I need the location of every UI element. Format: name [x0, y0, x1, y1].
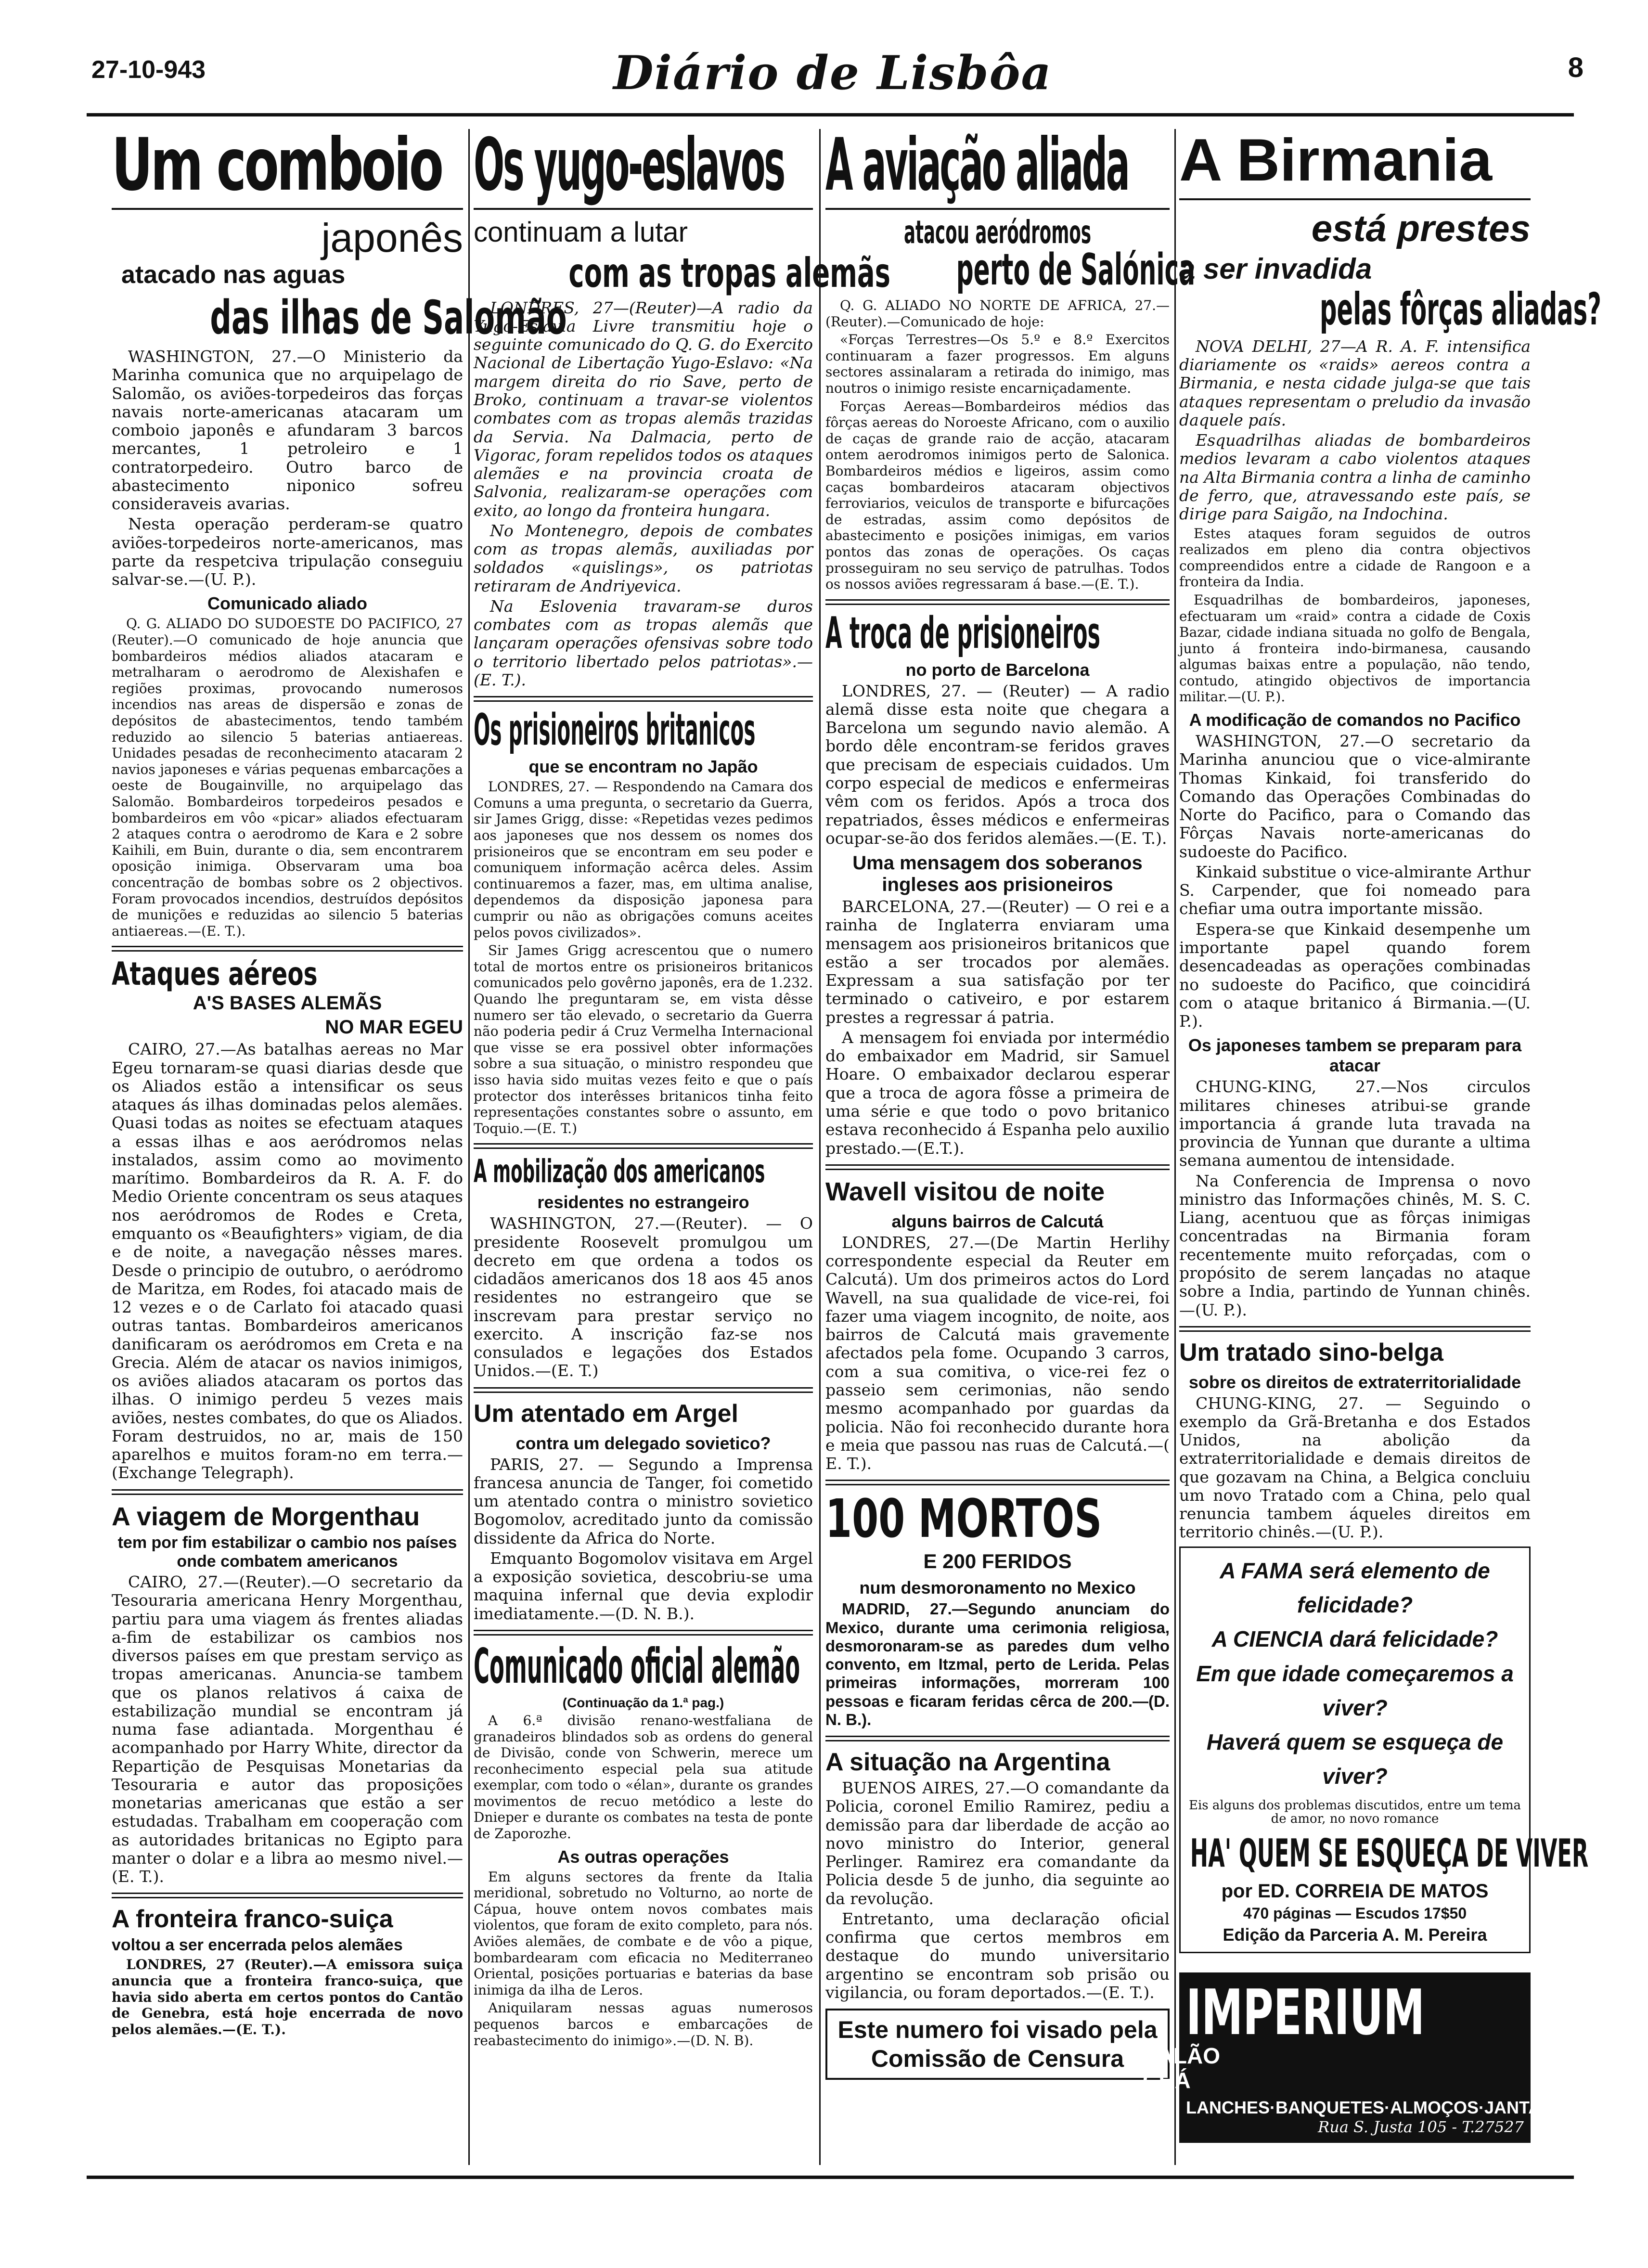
page-number: 8: [1568, 52, 1584, 83]
imperium-services: LANCHES·BANQUETES·ALMOÇOS·JANTARES: [1186, 2097, 1577, 2117]
imperium-address: Rua S. Justa 105 - T.27527: [1318, 2117, 1524, 2136]
article-text: Esquadrilhas de bombardeiros, japoneses, efectuaram um «raid» contra a cidade de Coxis Bazar, cidade indiana situada no golfo de Bengala, junto á fronteira indo-birmanesa, causando algumas baixas entre a população, não tendo, contudo, atingido objectivos de importancia militar.—(U. P.).: [1179, 592, 1531, 705]
headline: Um tratado sino-belga: [1179, 1338, 1443, 1366]
article-text: LONDRES, 27 (Reuter).—A emissora suiça anuncia que a fronteira franco-suiça, que havia sido aberta em certos pontos do Cantão de Genebra, está hoje encerrada de novo pelos alemães.—(E. T.).: [112, 1957, 463, 2037]
column-rule: [819, 129, 821, 2165]
headline: A modificação de comandos no Pacifico: [1189, 710, 1521, 730]
masthead: [72, 46, 1593, 99]
ad-question: Haverá quem se esqueça de viver?: [1206, 1729, 1504, 1789]
headline-line: num desmoronamento no Mexico: [859, 1578, 1136, 1598]
headline: A aviação aliada: [825, 123, 1129, 207]
article-text: Emquanto Bogomolov visitava em Argel a exposição sovietica, descobriu-se uma maquina infernal que devia explodir imediatamente.—(D. N. B.).: [474, 1548, 813, 1623]
headline-line: que se encontram no Japão: [528, 757, 758, 777]
headline-line: contra um delegado sovietico?: [515, 1433, 771, 1453]
headline-line: A'S BASES ALEMÃS: [193, 992, 382, 1014]
ad-question: Em que idade começaremos a viver?: [1196, 1661, 1514, 1720]
ad-blurb: Eis alguns dos problemas discutidos, entre um tema de amor, no novo romance: [1188, 1798, 1521, 1827]
article-text: Forças Aereas—Bombardeiros médios das fôrças aereas do Noroeste Africano, com o auxilio de caças de grande raio de acção, atacaram ontem aerodromos inimigos perto de Salonica. Bombardeiros médios e ligeiros, assim como caças bombardeiros atacaram objectivos ferroviarios, veiculos de transporte e bifurcações de estradas, assim como depósitos de abastecimento e posições inimigas, em varios pontos das zonas de operações. Os caças prosseguiram no seu serviço de patrulhas. Todos os nossos aviões regressaram á base.—(E. T.).: [825, 398, 1170, 593]
headline: 100 MORTOS: [825, 1488, 1102, 1550]
article-text: PARIS, 27. — Segundo a Imprensa francesa anuncia de Tanger, foi cometido um atentado contra o ministro sovietico Bogomolov, acreditado junto da comissão dissidente da Africa do Norte.: [474, 1455, 813, 1547]
imperium-logo: IMPERIUM: [1186, 1976, 1425, 2049]
article-text: Na Conferencia de Imprensa o novo ministro das Informações chinês, M. S. C. Liang, acentuou que as fôrças inimigas concentradas na Birmania foram recentemente muito reforçadas, com o propósito de serem lançadas no ataque sobre a India, partindo de Yunnan chinês.—(U. P.).: [1179, 1171, 1531, 1319]
article-text: LONDRES, 27. — Respondendo na Camara dos Comuns a uma pregunta, o secretario da Guerra, sir James Grigg, disse: «Repetidas vezes pedimos aos japoneses que nos dessem os nomes dos prisioneiros que se encontram em seu poder e comuniquem informação acêrca deles. Assim continuaremos a fazer, mas, em ultima analise, dependemos da disposição japonesa para cumprir ou não as obrigações comuns aceites pelos povos civilizados».: [474, 779, 813, 941]
imperium-salao: SALÃO: [1143, 2043, 1220, 2069]
headline: Ataques aéreos: [112, 955, 318, 993]
headline-line: perto de Salónica: [956, 245, 1196, 295]
article-text: CHUNG-KING, 27. — Seguindo o exemplo da Grã-Bretanha e dos Estados Unidos, na abolição da extraterritorialidade e demais direitos de que gozavam na China, a Belgica concluiu um novo Tratado com a China, pelo qual renuncia tambem áqueles direitos em territorio chinês.—(U. P.).: [1179, 1393, 1531, 1542]
article-text: BUENOS AIRES, 27.—O comandante da Policia, coronel Emilio Ramirez, pediu a demissão para dar liberdade de acção ao novo ministro do Interior, general Perlinger. Ramirez era comandante da Policia desde 5 de junho, dia seguinte ao da revolução.: [825, 1778, 1170, 1908]
article-text: Kinkaid substitue o vice-almirante Arthur S. Carpender, que foi nomeado para chefiar uma outra importante missão.: [1179, 862, 1531, 918]
article-text: Entretanto, uma declaração oficial confirma que certos membros em destaque do mundo universitario argentino se encontram sob prisão ou vigilancia, ou foram deportados.—(E. T.).: [825, 1909, 1170, 2002]
article-text: WASHINGTON, 27.—(Reuter). — O presidente Roosevelt promulgou um decreto em que ordena a todos os cidadãos americanos dos 18 aos 45 anos residentes no estrangeiro que se inscrevam para prestar serviço no exercito. A inscrição faz-se nos consulados e legações dos Estados Unidos.—(E. T.): [474, 1214, 813, 1380]
headline: A troca de prisioneiros: [825, 607, 1101, 658]
headline: Um comboio: [112, 123, 442, 207]
article-text: CAIRO, 27.—As batalhas aereas no Mar Egeu tornaram-se quasi diarias desde que os Aliados estão a intensificar os seus ataques ás ilhas dominadas pelos alemães. Quasi todas as noites se efectuam ataques a essas ilhas e aos aeródromos nelas instalados, assim como ao movimento marítimo. Bombardeiros da R. A. F. do Medio Oriente concentram os seus ataques nos aeródromos de Rodes e Creta, emquanto os «Beaufighters» vigiam, de dia e de noite, a navegação nêsses mares. Desde o principio de outubro, o aeródromo de Maritza, em Rodes, foi atacado mais de 12 vezes e o de Carlato foi atacado quasi outras tantas. Bombardeiros americanos danificaram os aeródromos em Creta e na Grecia. Além de atacar os navios inimigos, os aviões aliados atacaram os portos das ilhas. O inimigo perdeu 5 vezes mais aviões, nestes combates, do que os Aliados. Foram destruidos, no ar, mais de 150 aparelhos e muitos foram-no em terra.—(Exchange Telegraph).: [112, 1040, 463, 1482]
article-text: Esquadrilhas aliadas de bombardeiros medios levaram a cabo violentos ataques na Alta Birmania contra a linha de caminho de ferro, que, atravessando este país, se dirige para Saigão, na Indochina.: [1179, 431, 1531, 524]
headline-line: está prestes: [1311, 207, 1531, 250]
imperium-advertisement: [1143, 1972, 1577, 2142]
article-text: Na Eslovenia travaram-se duros combates com as tropas alemãs que lançaram operações ofensivas sobre todo o territorio libertado pelos patriotas».—(E. T.).: [474, 596, 813, 689]
ad-book-title: HA' QUEM SE ESQUEÇA DE VIVER: [1190, 1830, 1589, 1876]
headline: A mobilização dos americanos: [474, 1153, 765, 1190]
headline-line: (Continuação da 1.ª pag.): [562, 1695, 724, 1710]
article-text: WASHINGTON, 27.—O Ministerio da Marinha comunica que no arquipelago de Salomão, os aviões-torpedeiros das forças navais norte-americanas atacaram um comboio japonês e afundaram 3 barcos mercantes, 1 petroleiro e 1 contratorpedeiro. Outro barco de abastecimento niponico sofreu consideraveis avarias.: [112, 347, 463, 514]
headline-line: E 200 FERIDOS: [923, 1550, 1072, 1573]
ad-question: A CIENCIA dará felicidade?: [1211, 1626, 1498, 1652]
headline: A situação na Argentina: [825, 1748, 1110, 1777]
headline-line: a ser invadida: [1179, 252, 1372, 285]
headline-line: residentes no estrangeiro: [537, 1192, 749, 1212]
bottom-rule: [87, 2176, 1574, 2179]
imperium-cha: CHÁ: [1143, 2067, 1191, 2093]
article-text: Estes ataques foram seguidos de outros realizados em pleno dia contra objectivos compreendidos entre a cidade de Rangoon e a fronteira da India.: [1179, 525, 1531, 590]
headline: Os prisioneiros britanicos: [474, 705, 756, 756]
article-text: WASHINGTON, 27.—O secretario da Marinha anunciou que o vice-almirante Thomas Kinkaid, foi transferido do Comando das Operações Combinadas do Norte do Pacifico, para o Comando das Fôrças Navais norte-americanas do sudoeste do Pacifico.: [1179, 732, 1531, 861]
headline: Wavell visitou de noite: [825, 1177, 1105, 1206]
headline-line: NO MAR EGEU: [325, 1017, 463, 1038]
book-advertisement: [1179, 1546, 1589, 1954]
article-text: MADRID, 27.—Segundo anunciam do Mexico, durante uma cerimonia religiosa, desmoronaram-se as paredes dum velho convento, em Itzmal, perto de Lerida. Pelas primeiras informações, morreram 100 pessoas e ficaram feridas cêrca de 200.—(D. N. B.).: [825, 1600, 1170, 1728]
headline: Um atentado em Argel: [474, 1399, 738, 1428]
article-text: Q. G. ALIADO NO NORTE DE AFRICA, 27.—(Reuter).—Comunicado de hoje:: [825, 297, 1170, 330]
ad-price: 470 páginas — Escudos 17$50: [1243, 1904, 1467, 1922]
article-text: BARCELONA, 27.—(Reuter) — O rei e a rainha de Inglaterra enviaram uma mensagem aos prisioneiros britanicos que estão a ser trocados por alemães. Expressam a sua satisfação por ter terminado o cativeiro, e por estarem prestes a regressar á patria.: [825, 897, 1170, 1027]
ad-author: por ED. CORREIA DE MATOS: [1221, 1880, 1489, 1902]
column-1: [112, 123, 567, 2165]
article-text: LONDRES, 27. — (Reuter) — A radio alemã disse esta noite que chegara a Barcelona um segundo navio alemão. A bordo dêle encontram-se feridos graves que precisam de especiais cuidados. Um corpo especial de medicos e enfermeiras vêm com os feridos. Após a troca dos repatriados, êsses médicos e enfermeiras ocupar-se-ão dos feridos alemães.—(E. T.).: [825, 681, 1170, 848]
article-text: LONDRES, 27—(Reuter)—A radio da Yugo-Eslavia Livre transmitiu hoje o seguinte comunicado do Q. G. do Exercito Nacional de Libertação Yugo-Eslavo: «Na margem direita do rio Save, perto de Broko, continuam a travar-se violentos combates com as tropas alemãs trazidas da Servia. Na Dalmacia, perto de Vigorac, foram repelidos todos os ataques alemães e na provincia croata de Salvonia, realizaram-se operações com exito, ao longo da fronteira hungara.: [474, 298, 813, 520]
article-text: A mensagem foi enviada por intermédio do embaixador em Madrid, sir Samuel Hoare. O embaixador declarou esperar que a troca de agora fôsse a primeira de uma série e que todo o povo britanico estava reconhecido á Espanha pelo auxilio prestado.—(E.T.).: [825, 1028, 1170, 1158]
newspaper-title: Diário de Lisbôa: [613, 46, 1052, 100]
headline-line: atacado nas aguas: [121, 261, 346, 289]
article-text: Espera-se que Kinkaid desempenhe um importante papel quando forem desencadeadas as operações combinadas no sudoeste do Pacifico, que coincidirá com o ataque britanico á Birmania.—(U. P.).: [1179, 919, 1531, 1031]
headline: Uma mensagem dos soberanos ingleses aos prisioneiros: [852, 852, 1143, 896]
headline-line: alguns bairros de Calcutá: [891, 1211, 1104, 1231]
imperium-type: [1143, 2044, 1220, 2092]
headline-line: pelas fôrças aliadas?: [1320, 283, 1602, 335]
article-text: «Forças Terrestres—Os 5.º e 8.º Exercitos continuaram a fazer progressos. Em alguns sectores assinalaram a retirada do inimigo, mas noutros o inimigo resiste encarniçadamente.: [825, 332, 1170, 396]
top-rule: [87, 113, 1574, 116]
subheading: Comunicado aliado: [207, 593, 368, 614]
headline: A Birmania: [1179, 127, 1493, 193]
ad-question: A FAMA será elemento de felicidade?: [1220, 1558, 1490, 1617]
headline: Os yugo-eslavos: [474, 123, 784, 207]
article-text: NOVA DELHI, 27—A R. A. F. intensifica diariamente os «raids» aereos contra a Birmania, e nesta cidade julga-se que tais ataques representam o preludio da invasão daquele país.: [1179, 336, 1531, 429]
headline-line: com as tropas alemãs: [568, 249, 890, 296]
column-4: [1143, 127, 1602, 2165]
headline-line: tem por fim estabilizar o cambio nos países onde combatem americanos: [117, 1533, 457, 1571]
article-text: Aniquilaram nessas aguas numerosos pequenos barcos e embarcações de reabastecimento do inimigo».—(D. N. B).: [474, 2000, 813, 2049]
article-text: CHUNG-KING, 27.—Nos circulos militares chineses atribui-se grande importancia á grande luta travada na provincia de Yunnan que durante a ultima semana aumentou de intensidade.: [1179, 1077, 1531, 1170]
article-text: Em alguns sectores da frente da Italia meridional, sobretudo no Volturno, ao norte de Cápua, houve ontem novos combates mais violentos, que foram de exito completo, para nós. Aviões alemães, de combate e de vôo a pique, bombardearam com eficacia no Mediterraneo Oriental, posições portuarias e baterias da base inimiga da ilha de Leros.: [474, 1869, 813, 1998]
column-2: [474, 123, 890, 2165]
article-text: LONDRES, 27.—(De Martin Herlihy correspondente especial da Reuter em Calcutá). Um dos primeiros actos do Lord Wavell, na sua qualidade de vice-rei, foi fazer uma viagem incognito, de noite, aos bairros de Calcutá mais gravemente afectados pela fome. Ocupando 3 carros, com a sua comitiva, o vice-rei fez o passeio sem cerimonias, não sendo mesmo acompanhado por guardas da policia. Não foi reconhecido durante hora e meia que passou nas ruas de Calcutá.—( E. T.).: [825, 1233, 1170, 1473]
article-text: A 6.ª divisão renano-westfaliana de granadeiros blindados sob as ordens do general de Divisão, conde von Schwerin, merece um reconhecimento especial pela sua atitude exemplar, com todo o «élan», durante os grandes movimentos de recuo metódico a leste do Dnieper e durante os combates na testa de ponte de Zaporozhe.: [474, 1712, 813, 1842]
headline: Comunicado oficial alemão: [474, 1637, 800, 1694]
subheading: As outras operações: [557, 1846, 729, 1867]
headline: A fronteira franco-suiça: [112, 1905, 393, 1933]
headline-line: voltou a ser encerrada pelos alemães: [112, 1936, 403, 1955]
column-rule: [1174, 129, 1176, 2165]
headline: Os japoneses tambem se preparam para atacar: [1188, 1035, 1522, 1076]
article-text: Sir James Grigg acrescentou que o numero total de mortos entre os prisioneiros britanicos comunicados pelo govêrno japonês, era de 1.232. Quando lhe preguntaram se, em vista dêsse numero ser tão elevado, o secretario da Guerra não poderia pedir á Cruz Vermelha Internacional que visse se era possivel obter informações sobre a sua situação, o ministro respondeu que isso havia sido muitas vezes feito e que o país protector dos interêsses britanicos tinha feito representações constantes sobre o assunto, em Toquio.—(E. T.): [474, 942, 813, 1136]
headline-line: atacou aeródromos: [903, 214, 1092, 251]
headline: A viagem de Morgenthau: [112, 1502, 420, 1531]
headline-line: no porto de Barcelona: [905, 659, 1090, 680]
ad-publisher: Edição da Parceria A. M. Pereira: [1223, 1924, 1487, 1945]
headline-line: sobre os direitos de extraterritorialidade: [1188, 1372, 1521, 1392]
column-rule: [468, 129, 470, 2165]
article-text: CAIRO, 27.—(Reuter).—O secretario da Tesouraria americana Henry Morgenthau, partiu para uma viagem ás frentes aliadas a-fim de estabilizar os cambios nos diversos países em que prestam serviço as tropas americanas. Anuncia-se tambem que os planos relativos á caixa de estabilização mundial se encontram já numa fase adiantada. Morgenthau é acompanhado por Harry White, director da Repartição de Pesquisas Monetarias da Tesouraria e autor das proposições monetarias americanas que estão a ser estudadas. Trabalham em cooperação com as autoridades britanicas no Egipto para manter o dolar e a libra ao mesmo nivel.—(E. T.).: [112, 1572, 463, 1886]
headline-line: japonês: [321, 215, 463, 260]
censorship-notice: Este numero foi visado pela Comissão de Censura: [825, 2009, 1170, 2080]
headline-line: continuam a lutar: [474, 217, 688, 248]
article-text: Nesta operação perderam-se quatro aviões-torpedeiros norte-americanos, mas parte da respetciva tripulação conseguiu salvar-se.—(U. P.).: [112, 515, 463, 589]
article-text: No Montenegro, depois de combates com as tropas alemãs, auxiliadas por soldados «quislings», os patriotas retiraram de Andriyevica.: [474, 521, 813, 595]
article-text: Q. G. ALIADO DO SUDOESTE DO PACIFICO, 27 (Reuter).—O comunicado de hoje anuncia que bombardeiros médios aliados atacaram e metralharam o aerodromo de Alexishafen e regiões proximas, provocando numerosos incendios nas areas de dispersão e zonas de depósitos de abastecimentos, tendo também reduzido ao silencio 5 baterias antiaereas. Unidades pesadas de reconhecimento atacaram 2 navios japoneses e várias pequenas embarcações a oeste de Bougainville, no arquipelago das Salomão. Bombardeiros torpedeiros pesados e bombardeiros em vôo «picar» aliados efectuaram 2 ataques contra o aerodromo de Kara e 2 sobre Kaihili, em Buin, durante o dia, sem encontrarem oposição inimiga. Observaram uma boa concentração de bombas sobre os 2 objectivos. Foram provocados incendios, destruídos depósitos de munições e reduzidas ao silencio 5 baterias antiaereas.—(E. T.).: [112, 616, 463, 939]
headline-line: das ilhas de Salomão: [210, 290, 567, 345]
issue-date: 27-10-943: [91, 56, 206, 84]
